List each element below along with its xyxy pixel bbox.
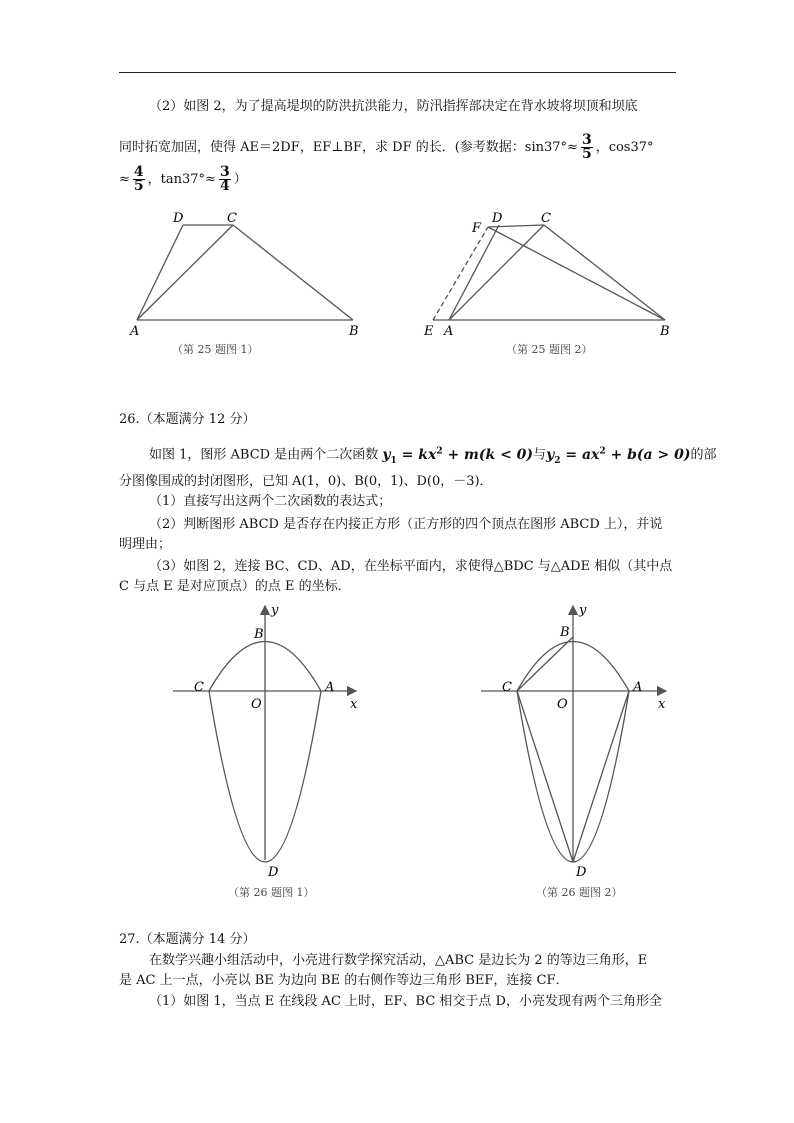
q26-header: 26.（本题满分 12 分） [119, 412, 256, 427]
label-O: O [251, 697, 262, 712]
sin-num: 3 [581, 132, 592, 148]
y1-symbol: y [382, 446, 391, 463]
q27-paragraph-1: 在数学兴趣小组活动中，小亮进行数学探究活动，△ABC 是边长为 2 的等边三角形，E [149, 953, 648, 968]
y2-rest: + b(a > 0) [605, 446, 691, 463]
label-D: D [492, 211, 503, 226]
close-paren: ） [233, 172, 247, 187]
segment-CB [544, 225, 665, 320]
segment-AC [449, 225, 544, 320]
segment-AC [137, 225, 233, 320]
q26-fig1-caption: （第 26 题图 1） [228, 886, 315, 899]
label-B: B [254, 627, 264, 642]
label-A: A [633, 680, 643, 695]
q25-figure-2 [420, 205, 680, 365]
label-E: E [424, 324, 434, 339]
y2-sub: 2 [554, 455, 561, 466]
q26-question-1: （1）直接写出这两个二次函数的表达式； [149, 494, 392, 509]
q25-fig1-caption: （第 25 题图 1） [172, 343, 259, 356]
segment-EF-dashed [433, 227, 488, 320]
label-D: D [173, 211, 184, 226]
q27-paragraph-3: （1）如图 1，当点 E 在线段 AC 上时，EF、BC 相交于点 D，小亮发现有两个三角形全 [149, 994, 662, 1009]
segment-BC [517, 637, 573, 691]
tan-den: 4 [219, 178, 230, 194]
q26-intro-mid: 与 [533, 447, 547, 463]
y2-eq: = ax [560, 446, 600, 463]
q26-intro-end: 的部 [690, 447, 717, 463]
q26-intro-line2: 分图像围成的封闭图形，已知 A(1，0)、B(0，1)、D(0，－3)． [119, 474, 493, 489]
tan-num: 3 [219, 164, 230, 180]
sin-den: 5 [581, 146, 592, 162]
label-y: y [579, 603, 587, 618]
label-B: B [560, 625, 570, 640]
y1-sup: 2 [436, 446, 443, 456]
label-y: y [271, 603, 279, 618]
label-A: A [325, 680, 335, 695]
label-C: C [502, 680, 512, 695]
segment-CD [517, 691, 573, 862]
label-D: D [576, 865, 587, 880]
label-C: C [227, 211, 237, 226]
q26-question-2a: （2）判断图形 ABCD 是否存在内接正方形（正方形的四个顶点在图形 ABCD 上），并说 [149, 517, 663, 532]
cos-num: 4 [133, 164, 144, 180]
segment-AD [573, 691, 629, 862]
y1-sub: 1 [390, 455, 397, 466]
q26-fig2-caption: （第 26 题图 2） [536, 886, 623, 899]
label-B: B [349, 324, 359, 339]
q25-figure-1 [120, 205, 380, 365]
segment-AD [137, 225, 183, 320]
q26-intro-text: 如图 1，图形 ABCD 是由两个二次函数 [149, 447, 379, 463]
tan-fraction [219, 166, 231, 193]
label-x: x [350, 697, 358, 712]
q27-paragraph-2: 是 AC 上一点，小亮以 BE 为边向 BE 的右侧作等边三角形 BEF，连接 CF． [119, 973, 569, 988]
label-B: B [660, 324, 670, 339]
q25-part2-line3 [119, 162, 247, 198]
segment-AD [449, 225, 499, 320]
y1-eq: = kx [396, 446, 437, 463]
q25-part2-line2-tail: ，cos37° [595, 140, 654, 155]
y2-sup: 2 [599, 446, 606, 456]
function-y2 [546, 446, 691, 466]
label-A: A [444, 324, 454, 339]
q25-fig2-caption: （第 25 题图 2） [506, 343, 593, 356]
segment-CB [233, 225, 353, 320]
label-F: F [472, 221, 482, 236]
label-x: x [658, 697, 666, 712]
q26-question-3b: C 与点 E 是对应顶点）的点 E 的坐标． [119, 579, 351, 594]
tan-text: ，tan37°≈ [147, 172, 216, 187]
label-A: A [130, 324, 140, 339]
q25-part2-line1: （2）如图 2，为了提高堤坝的防洪抗洪能力，防汛指挥部决定在背水坡将坝顶和坝底 [149, 99, 638, 114]
sin-fraction [581, 134, 593, 161]
q26-question-2b: 明理由； [119, 537, 172, 552]
segment-FB [488, 227, 665, 320]
header-rule [119, 72, 676, 73]
q26-intro-line1 [149, 440, 716, 471]
q27-header: 27.（本题满分 14 分） [119, 932, 256, 947]
y1-rest: + m(k < 0) [442, 446, 534, 463]
cos-den: 5 [133, 178, 144, 194]
function-y1 [382, 446, 534, 466]
label-O: O [557, 697, 568, 712]
approx-sign: ≈ [119, 172, 130, 187]
q26-figure-2 [476, 598, 676, 903]
label-C: C [194, 680, 204, 695]
cos-fraction [133, 166, 145, 193]
label-D: D [268, 865, 279, 880]
q26-figure-1 [168, 598, 368, 903]
y2-symbol: y [546, 446, 555, 463]
q26-question-3a: （3）如图 2，连接 BC、CD、AD，在坐标平面内，求使得△BDC 与△ADE 相似（其中点 [149, 559, 673, 574]
q25-part2-line2-text: 同时拓宽加固，使得 AE＝2DF，EF⊥BF，求 DF 的长．(参考数据：sin37°≈ [119, 140, 578, 155]
label-C: C [541, 211, 551, 226]
